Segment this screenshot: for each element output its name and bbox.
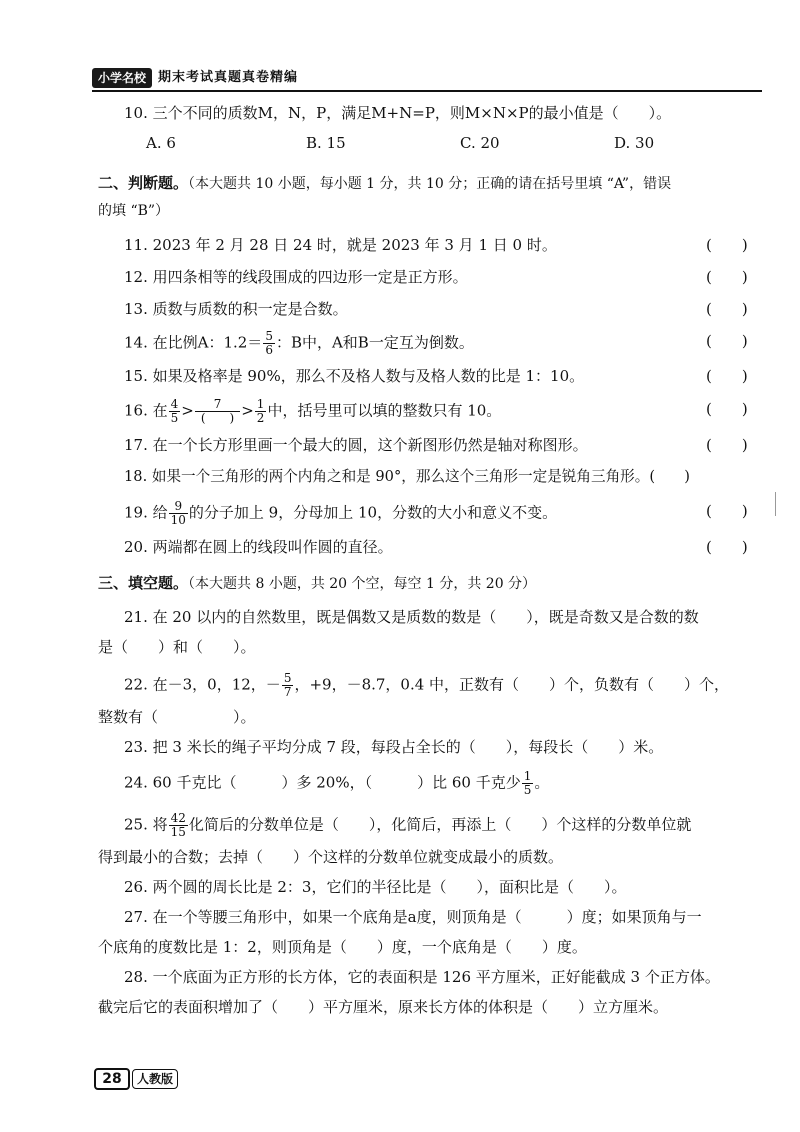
section-2-heading — [98, 172, 671, 195]
question-18: 18. 如果一个三角形的两个内角之和是 90°，那么这个三角形一定是锐角三角形。( ) — [124, 468, 690, 485]
q14-text-a: 14. 在比例A：1.2＝ — [124, 333, 263, 352]
denominator: 5 — [523, 783, 532, 797]
question-11: 11. 2023 年 2 月 28 日 24 时，就是 2023 年 3 月 1 日 0 时。 — [124, 236, 557, 254]
edition-badge: 人教版 — [132, 1069, 178, 1089]
section-3-note: （本大题共 8 小题，共 20 个空，每空 1 分，共 20 分） — [188, 576, 537, 592]
question-19 — [124, 500, 557, 527]
denominator: 5 — [170, 411, 179, 425]
page-number: 28 — [94, 1068, 130, 1090]
answer-paren-13[interactable]: ( ) — [706, 300, 748, 318]
q25-text-a: 25. 将 — [124, 815, 168, 834]
section-2-title: 二、判断题。 — [98, 174, 189, 192]
numerator: 9 — [169, 500, 188, 514]
question-14 — [124, 330, 474, 357]
fraction — [282, 672, 294, 699]
question-15: 15. 如果及格率是 90%，那么不及格人数与及格人数的比是 1：10。 — [124, 367, 585, 385]
numerator: 1 — [256, 397, 265, 411]
series-badge: 小学名校 — [92, 68, 152, 88]
question-21: 21. 在 20 以内的自然数里，既是偶数又是质数的数是（ ），既是奇数又是合数的数 — [124, 608, 699, 626]
margin-mark — [775, 492, 776, 516]
answer-paren-14[interactable]: ( ) — [706, 332, 748, 350]
answer-paren-12[interactable]: ( ) — [706, 268, 748, 286]
fraction — [169, 398, 181, 425]
question-16 — [124, 398, 501, 425]
denominator: 15 — [170, 825, 186, 839]
question-20: 20. 两端都在圆上的线段叫作圆的直径。 — [124, 538, 393, 556]
denominator: 7 — [283, 685, 292, 699]
answer-paren-19[interactable]: ( ) — [706, 502, 748, 520]
q16-text-b: 中，括号里可以填的整数只有 10。 — [267, 401, 502, 420]
gt-sign: > — [181, 401, 194, 420]
fraction — [169, 812, 188, 839]
header-rule — [92, 90, 762, 92]
numerator: 5 — [283, 671, 292, 685]
series-title: 期末考试真题真卷精编 — [158, 70, 299, 85]
question-22 — [124, 672, 729, 699]
question-13: 13. 质数与质数的积一定是合数。 — [124, 300, 348, 318]
answer-paren-11[interactable]: ( ) — [706, 236, 748, 254]
question-28: 28. 一个底面为正方形的长方体，它的表面积是 126 平方厘米，正好能截成 3 个正方体。 — [124, 968, 720, 986]
section-3-title: 三、填空题。 — [98, 574, 189, 592]
q19-text-a: 19. 给 — [124, 503, 168, 522]
question-28-cont: 截完后它的表面积增加了（ ）平方厘米，原来长方体的体积是（ ）立方厘米。 — [98, 998, 669, 1016]
fraction — [522, 770, 534, 797]
section-2-note-cont: 的填 “B”） — [98, 203, 170, 219]
answer-paren-20[interactable]: ( ) — [706, 538, 748, 556]
q24-text-b: 。 — [534, 773, 550, 792]
question-12: 12. 用四条相等的线段围成的四边形一定是正方形。 — [124, 268, 468, 286]
question-23: 23. 把 3 米长的绳子平均分成 7 段，每段占全长的（ ），每段长（ ）米。 — [124, 738, 664, 756]
option-c: C. 20 — [460, 134, 500, 152]
numerator: 4 — [170, 397, 179, 411]
page-header — [92, 66, 762, 92]
question-21-cont: 是（ ）和（ ）。 — [98, 638, 256, 656]
denominator[interactable]: ( ) — [200, 411, 235, 425]
denominator: 2 — [256, 411, 265, 425]
q25-text-b: 化简后的分数单位是（ ），化简后，再添上（ ）个这样的分数单位就 — [188, 815, 692, 834]
fraction — [195, 398, 240, 425]
numerator: 42 — [170, 811, 186, 825]
fraction — [255, 398, 267, 425]
question-24 — [124, 770, 549, 797]
gt-sign: > — [241, 401, 254, 420]
question-27-cont: 个底角的度数比是 1：2，则顶角是（ ）度，一个底角是（ ）度。 — [98, 938, 587, 956]
q22-text-b: ，+9，－8.7，0.4 中，正数有（ ）个，负数有（ ）个， — [294, 675, 730, 694]
q19-text-b: 的分子加上 9，分母加上 10，分数的大小和意义不变。 — [188, 503, 558, 522]
question-22-cont: 整数有（ ）。 — [98, 708, 256, 726]
question-26: 26. 两个圆的周长比是 2：3，它们的半径比是（ ），面积比是（ ）。 — [124, 878, 627, 896]
numerator: 1 — [523, 769, 532, 783]
option-a: A. 6 — [146, 134, 176, 152]
fraction — [263, 330, 275, 357]
section-2-note: （本大题共 10 小题，每小题 1 分，共 10 分；正确的请在括号里填 “A”，错误 — [188, 176, 672, 192]
denominator: 6 — [265, 343, 273, 357]
question-17: 17. 在一个长方形里画一个最大的圆，这个新图形仍然是轴对称图形。 — [124, 436, 588, 454]
answer-paren-15[interactable]: ( ) — [706, 367, 748, 385]
answer-paren-17[interactable]: ( ) — [706, 436, 748, 454]
question-25 — [124, 812, 691, 839]
question-27: 27. 在一个等腰三角形中，如果一个底角是a度，则顶角是（ ）度；如果顶角与一 — [124, 908, 702, 926]
q24-text-a: 24. 60 千克比（ ）多 20%，（ ）比 60 千克少 — [124, 773, 521, 792]
denominator: 10 — [170, 513, 186, 527]
fraction — [169, 500, 188, 527]
numerator: 7 — [195, 398, 240, 412]
section-3-heading — [98, 572, 536, 595]
numerator: 5 — [265, 329, 273, 343]
option-b: B. 15 — [306, 134, 346, 152]
q16-text-a: 16. 在 — [124, 401, 168, 420]
q14-text-b: ：B中，A和B一定互为倒数。 — [275, 333, 474, 352]
question-10: 10. 三个不同的质数M，N，P，满足M+N=P，则M×N×P的最小值是（ ）。 — [124, 104, 672, 122]
question-25-cont: 得到最小的合数；去掉（ ）个这样的分数单位就变成最小的质数。 — [98, 848, 564, 866]
answer-paren-16[interactable]: ( ) — [706, 400, 748, 418]
q22-text-a: 22. 在－3，0，12，－ — [124, 675, 281, 694]
option-d: D. 30 — [614, 134, 655, 152]
